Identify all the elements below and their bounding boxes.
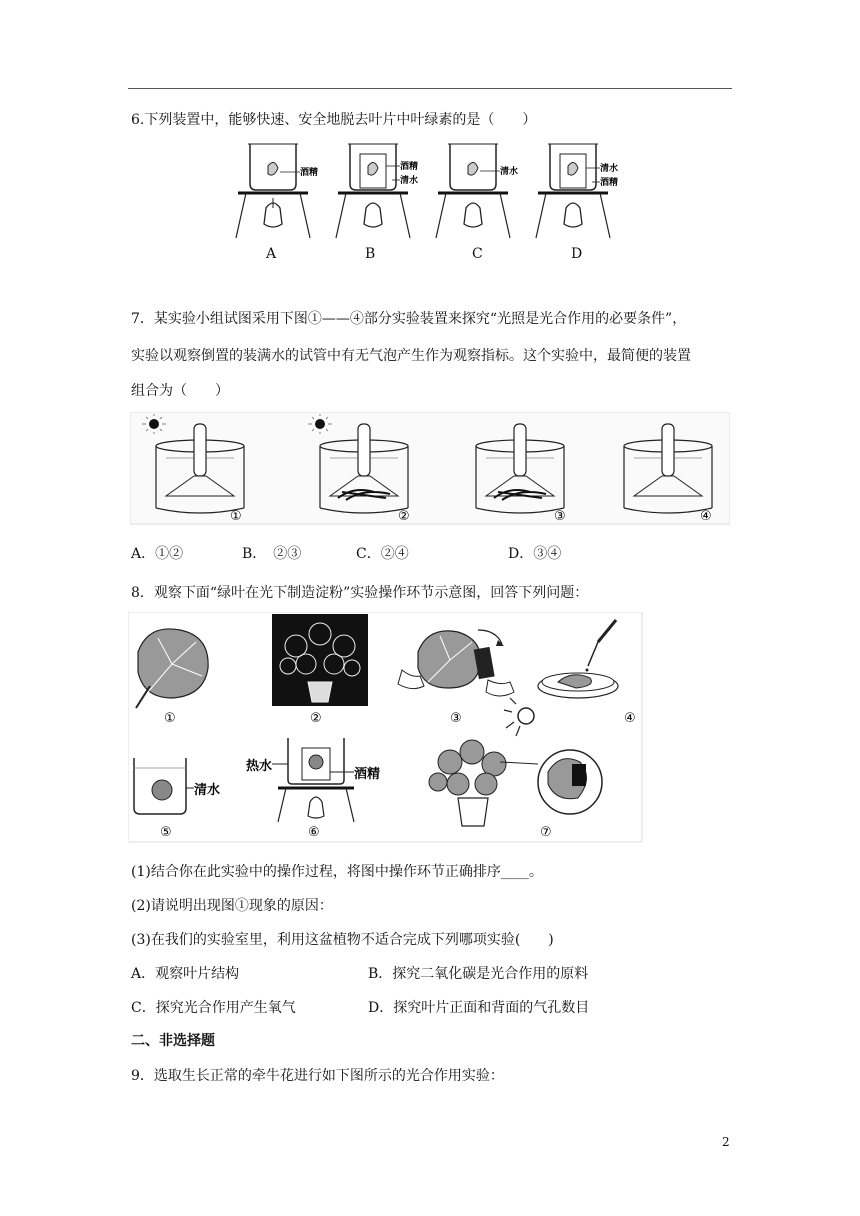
- q6-option-b: B: [365, 246, 376, 262]
- header-rule: [128, 88, 732, 89]
- annotation-d-top: 清水: [600, 164, 619, 174]
- q7-stem-line1: 7．某实验小组试图采用下图①——④部分实验装置来探究“光照是光合作用的必要条件”，: [131, 311, 687, 327]
- dark-plant-2: [272, 614, 368, 706]
- q8-fig-label-6: ⑥: [308, 825, 320, 840]
- section-heading: 二、非选择题: [131, 1033, 215, 1049]
- q8-fig-label-5: ⑤: [160, 825, 172, 840]
- q8-option-b: B．探究二氧化碳是光合作用的原料: [368, 966, 589, 982]
- annotation-b-bottom: 清水: [400, 176, 419, 186]
- q6-apparatus-figure: [230, 138, 630, 244]
- q8-sub2: (2)请说明出现图①现象的原因：: [131, 898, 333, 914]
- q8-fig-label-4: ④: [624, 711, 636, 726]
- q6-stem: 6.下列装置中，能够快速、安全地脱去叶片中叶绿素的是（ ）: [131, 112, 537, 128]
- q8-fig-label-3: ③: [450, 711, 462, 726]
- q7-option-d: D．③④: [508, 546, 562, 562]
- apparatus-d: [536, 144, 618, 238]
- annotation-b-top: 酒精: [400, 162, 419, 172]
- q7-apparatus-figure: [130, 412, 730, 526]
- q7-fig-label-1: ①: [230, 509, 242, 524]
- q8-fig-label-2: ②: [310, 711, 322, 726]
- q8-procedure-figure: [128, 612, 644, 844]
- annotation-c: 清水: [500, 167, 519, 177]
- apparatus-a: [236, 144, 318, 238]
- q7-fig-label-2: ②: [398, 509, 410, 524]
- q9-stem: 9．选取生长正常的牵牛花进行如下图所示的光合作用实验：: [131, 1068, 504, 1084]
- q8-option-d: D．探究叶片正面和背面的气孔数目: [368, 1000, 590, 1016]
- annotation-a: 酒精: [300, 168, 319, 178]
- q7-option-b: B． ②③: [242, 546, 302, 562]
- q6-option-a: A: [266, 246, 277, 262]
- q7-fig-label-3: ③: [554, 509, 566, 524]
- q8-option-c: C．探究光合作用产生氧气: [131, 1000, 296, 1016]
- q8-fig-label-1: ①: [164, 711, 176, 726]
- q7-option-a: A．①②: [131, 546, 184, 562]
- q6-option-c: C: [472, 246, 483, 262]
- fig6-alcohol-label: 酒精: [354, 767, 381, 782]
- annotation-d-bottom: 酒精: [600, 178, 619, 188]
- q7-stem-line3: 组合为（ ）: [131, 383, 229, 399]
- q7-stem-line2: 实验以观察倒置的装满水的试管中有无气泡产生作为观察指标。这个实验中，最简便的装置: [131, 348, 691, 364]
- q8-stem: 8．观察下面“绿叶在光下制造淀粉”实验操作环节示意图，回答下列问题：: [131, 585, 589, 601]
- page-number: 2: [722, 1135, 730, 1149]
- fig5-water-label: 清水: [194, 783, 221, 798]
- q8-fig-label-7: ⑦: [540, 825, 552, 840]
- apparatus-c: [436, 144, 518, 238]
- q8-sub3: (3)在我们的实验室里，利用这盆植物不适合完成下列哪项实验( ): [131, 932, 554, 948]
- q7-fig-label-4: ④: [700, 509, 712, 524]
- fig6-hot-water-label: 热水: [246, 759, 273, 774]
- q8-option-a: A．观察叶片结构: [131, 966, 240, 982]
- q6-option-d: D: [571, 246, 583, 262]
- q7-option-c: C．②④: [356, 546, 409, 562]
- q8-sub1: (1)结合你在此实验中的操作过程，将图中操作环节正确排序____。: [131, 864, 543, 880]
- apparatus-b: [336, 144, 418, 238]
